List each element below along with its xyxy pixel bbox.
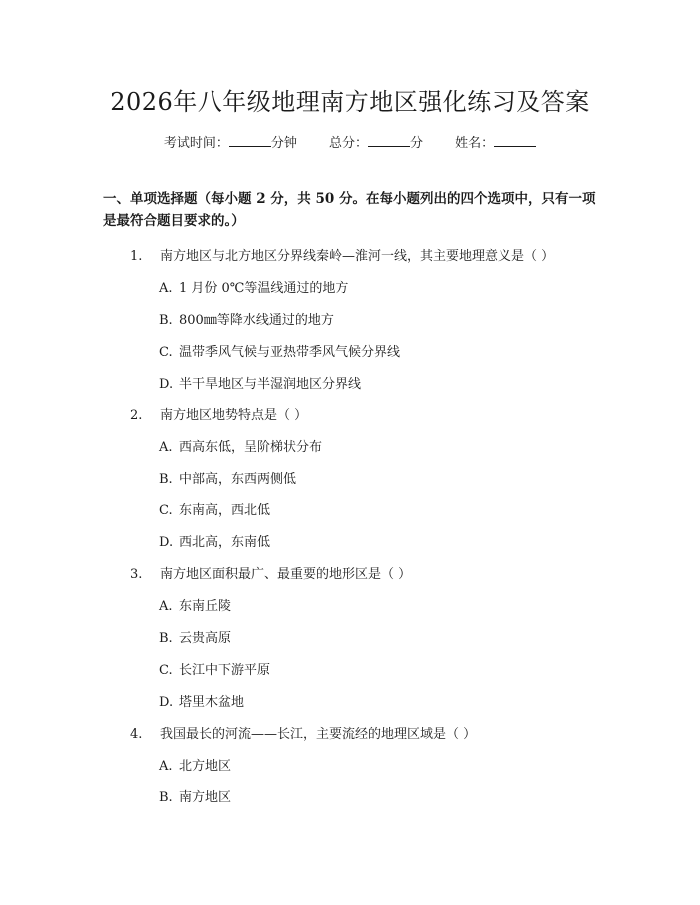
option-text: 南方地区 — [179, 790, 232, 805]
total-score-field — [329, 136, 427, 151]
option-letter: C. — [159, 663, 173, 678]
section-heading-line-2: 是最符合题目要求的。） — [103, 213, 245, 229]
question-3-option-c — [159, 659, 270, 678]
question-1-option-a — [159, 277, 348, 296]
question-2 — [130, 404, 307, 423]
question-2-option-a — [159, 436, 322, 455]
time-label: 考试时间： — [163, 136, 229, 151]
option-text: 长江中下游平原 — [179, 663, 271, 678]
option-letter: A. — [159, 599, 173, 614]
question-3-option-d — [159, 691, 244, 710]
option-text: 北方地区 — [179, 759, 232, 774]
section-heading-line-1: 一、单项选择题（每小题 2 分，共 50 分。在每小题列出的四个选项中，只有一项 — [103, 191, 596, 207]
question-1-option-b — [159, 309, 334, 328]
option-letter: B. — [159, 472, 173, 487]
option-letter: D. — [159, 695, 174, 710]
option-letter: B. — [159, 790, 173, 805]
exam-meta-line — [0, 132, 700, 151]
question-number: 2. — [130, 408, 143, 423]
option-text: 西高东低，呈阶梯状分布 — [179, 440, 323, 455]
question-text: 我国最长的河流——长江，主要流经的地理区域是（ ） — [160, 727, 477, 742]
score-unit: 分 — [410, 136, 424, 151]
option-text: 中部高，东西两侧低 — [179, 472, 297, 487]
question-number: 1. — [130, 249, 143, 264]
name-label: 姓名： — [455, 136, 495, 151]
question-2-option-d — [159, 531, 270, 550]
option-text: 塔里木盆地 — [179, 695, 245, 710]
option-letter: B. — [159, 313, 173, 328]
question-number: 4. — [130, 727, 143, 742]
option-text: 东南高，西北低 — [179, 503, 271, 518]
option-letter: A. — [159, 759, 173, 774]
option-text: 1 月份 0℃等温线通过的地方 — [179, 281, 349, 296]
option-letter: A. — [159, 281, 173, 296]
question-1-option-d — [159, 373, 361, 392]
question-4 — [130, 723, 476, 742]
question-number: 3. — [130, 567, 143, 582]
question-3-option-b — [159, 627, 231, 646]
time-unit: 分钟 — [270, 136, 297, 151]
section-heading — [103, 188, 603, 232]
document-title: 2026年八年级地理南方地区强化练习及答案 — [110, 88, 590, 116]
option-text: 800㎜等降水线通过的地方 — [179, 313, 334, 328]
option-text: 西北高，东南低 — [179, 535, 271, 550]
option-letter: D. — [159, 535, 174, 550]
score-label: 总分： — [328, 136, 368, 151]
option-text: 云贵高原 — [179, 631, 232, 646]
option-letter: D. — [159, 377, 174, 392]
question-4-option-b — [159, 786, 231, 805]
question-2-option-b — [159, 468, 296, 487]
name-blank — [494, 134, 536, 147]
option-letter: B. — [159, 631, 173, 646]
option-text: 半干旱地区与半湿润地区分界线 — [179, 377, 362, 392]
score-blank — [368, 134, 410, 147]
option-text: 东南丘陵 — [179, 599, 232, 614]
question-3-option-a — [159, 595, 231, 614]
question-text: 南方地区与北方地区分界线秦岭—淮河一线，其主要地理意义是（ ） — [160, 249, 555, 264]
question-text: 南方地区地势特点是（ ） — [160, 408, 308, 423]
question-1 — [130, 245, 554, 264]
student-name-field — [455, 136, 536, 151]
question-3 — [130, 563, 411, 582]
question-4-option-a — [159, 755, 231, 774]
question-2-option-c — [159, 499, 270, 518]
option-letter: C. — [159, 503, 173, 518]
option-letter: C. — [159, 345, 173, 360]
question-text: 南方地区面积最广、最重要的地形区是（ ） — [160, 567, 412, 582]
question-1-option-c — [159, 341, 400, 360]
exam-time-field — [164, 136, 301, 151]
time-blank — [229, 134, 271, 147]
option-letter: A. — [159, 440, 173, 455]
option-text: 温带季风气候与亚热带季风气候分界线 — [179, 345, 401, 360]
